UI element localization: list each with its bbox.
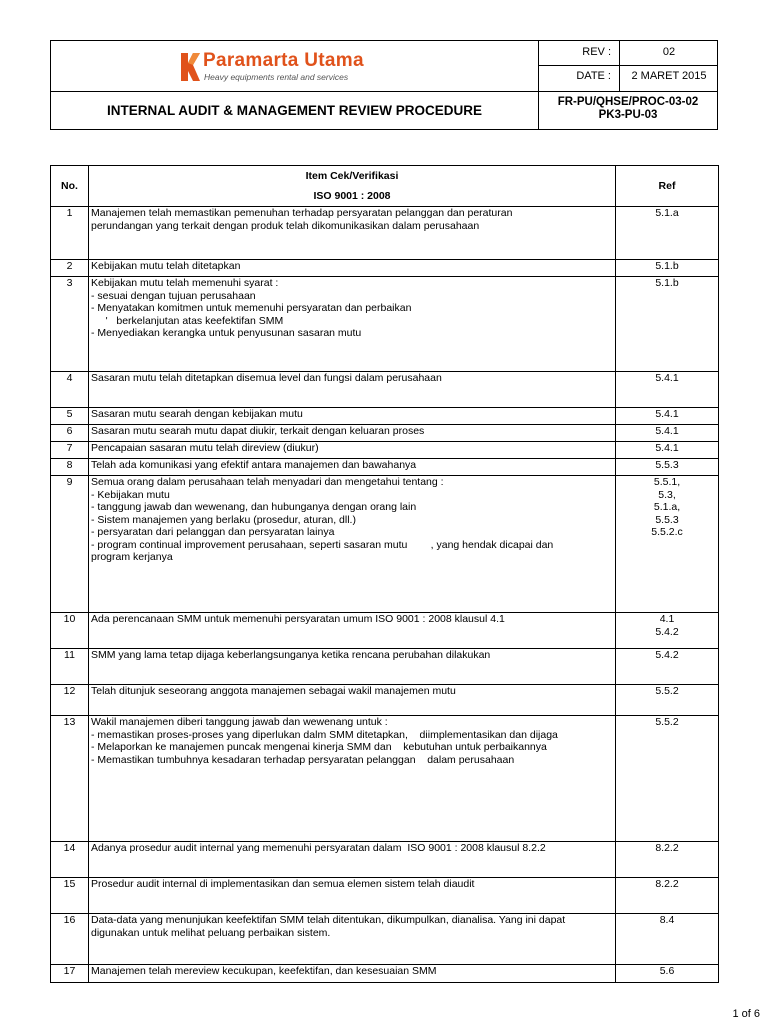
date-value: 2 MARET 2015 [631,70,707,82]
table-row [51,878,719,914]
column-header-ref: Ref [616,166,719,207]
table-row [51,260,719,277]
row-ref: 5.5.2 [616,716,719,842]
column-header-item-line1: Item Cek/Verifikasi [305,170,399,182]
row-number: 10 [51,613,89,649]
row-number: 1 [51,207,89,260]
table-row [51,459,719,476]
row-item: Wakil manajemen diberi tanggung jawab dan wewenang untuk : - memastikan proses-proses yang diperlukan dalm SMM ditetapkan, diimplementasikan dan dijaga - Melaporkan ke manajemen puncak mengenai kinerja SMM dan kebutuhan untuk perbaikannya - Memastikan tumbuhnya kesadaran terhadap persyaratan pelanggan dalam perusahaan [89,716,616,842]
row-number: 9 [51,476,89,613]
row-item: Prosedur audit internal di implementasikan dan semua elemen sistem telah diaudit [89,878,616,914]
column-header-item [89,166,616,207]
row-number: 17 [51,965,89,983]
table-row [51,965,719,983]
row-item: Sasaran mutu searah mutu dapat diukir, terkait dengan keluaran proses [89,425,616,442]
logo-tagline: Heavy equipments rental and services [204,72,349,82]
row-item: Sasaran mutu telah ditetapkan disemua level dan fungsi dalam perusahaan [89,372,616,408]
table-row [51,442,719,459]
row-number: 15 [51,878,89,914]
column-header-item-line2: ISO 9001 : 2008 [313,190,391,202]
table-row [51,476,719,613]
document-header [50,40,718,130]
row-number: 8 [51,459,89,476]
row-item: Kebijakan mutu telah ditetapkan [89,260,616,277]
row-ref: 5.4.1 [616,408,719,425]
row-number: 13 [51,716,89,842]
row-item: Kebijakan mutu telah memenuhi syarat : - sesuai dengan tujuan perusahaan - Menyatakan komitmen untuk memenuhi persyaratan dan perbaikan ' berkelanjutan atas keefektifan SMM - Menyediakan kerangka untuk penyusunan sasaran mutu [89,277,616,372]
row-item: Pencapaian sasaran mutu telah direview (diukur) [89,442,616,459]
date-label: DATE : [576,70,611,82]
row-item: Data-data yang menunjukan keefektifan SMM telah ditentukan, dikumpulkan, dianalisa. Yang ini dapat digunakan untuk melihat peluang perbaikan sistem. [89,914,616,965]
row-number: 11 [51,649,89,685]
table-row [51,842,719,878]
document-code [539,96,717,122]
row-ref: 5.5.3 [616,459,719,476]
page-number: 1 of 6 [732,1008,760,1020]
row-number: 14 [51,842,89,878]
table-row [51,277,719,372]
logo-company-name: Paramarta Utama [203,50,364,71]
divider [538,65,718,66]
row-item: Ada perencanaan SMM untuk memenuhi persyaratan umum ISO 9001 : 2008 klausul 4.1 [89,613,616,649]
table-row [51,685,719,716]
row-ref: 5.1.a [616,207,719,260]
row-ref: 5.4.2 [616,649,719,685]
table-header-row [51,166,719,207]
logo-mark-icon [179,51,201,83]
row-ref: 5.1.b [616,260,719,277]
row-ref: 8.2.2 [616,842,719,878]
table-row [51,914,719,965]
document-code-line1: FR-PU/QHSE/PROC-03-02 [557,96,699,108]
table-row [51,649,719,685]
company-logo [179,51,439,85]
row-ref: 5.5.1, 5.3, 5.1.a, 5.5.3 5.5.2.c [616,476,719,613]
row-ref: 5.6 [616,965,719,983]
table-row [51,425,719,442]
row-item: Telah ada komunikasi yang efektif antara manajemen dan bawahanya [89,459,616,476]
row-item: Sasaran mutu searah dengan kebijakan mutu [89,408,616,425]
document-code-line2: PK3-PU-03 [598,109,658,121]
table-row [51,408,719,425]
row-ref: 5.4.1 [616,425,719,442]
row-item: Adanya prosedur audit internal yang memenuhi persyaratan dalam ISO 9001 : 2008 klausul 8.2.2 [89,842,616,878]
table-row [51,613,719,649]
row-item: Manajemen telah mereview kecukupan, keefektifan, dan kesesuaian SMM [89,965,616,983]
row-number: 2 [51,260,89,277]
row-ref: 5.4.1 [616,372,719,408]
audit-checklist-table [50,165,719,983]
row-number: 12 [51,685,89,716]
row-number: 7 [51,442,89,459]
row-ref: 4.1 5.4.2 [616,613,719,649]
table-row [51,207,719,260]
row-number: 16 [51,914,89,965]
row-number: 6 [51,425,89,442]
document-title: INTERNAL AUDIT & MANAGEMENT REVIEW PROCEDURE [106,103,482,118]
column-header-no: No. [51,166,89,207]
row-number: 4 [51,372,89,408]
row-item: SMM yang lama tetap dijaga keberlangsunganya ketika rencana perubahan dilakukan [89,649,616,685]
row-item: Manajemen telah memastikan pemenuhan terhadap persyaratan pelanggan dan peraturan perundangan yang terkait dengan produk telah dikomunikasikan dalam perusahaan [89,207,616,260]
row-ref: 8.2.2 [616,878,719,914]
row-item: Telah ditunjuk seseorang anggota manajemen sebagai wakil manajemen mutu [89,685,616,716]
row-item: Semua orang dalam perusahaan telah menyadari dan mengetahui tentang : - Kebijakan mutu - tanggung jawab dan wewenang, dan hubunganya dengan orang lain - Sistem manajemen yang berlaku (prosedur, aturan, dll.) - persyaratan dari pelanggan dan persyaratan lainya - program continual improvement perusahaan, seperti sasaran mutu , yang hendak dicapai dan program kerjanya [89,476,616,613]
row-number: 3 [51,277,89,372]
rev-label: REV : [582,46,611,58]
row-ref: 5.1.b [616,277,719,372]
row-number: 5 [51,408,89,425]
row-ref: 5.5.2 [616,685,719,716]
table-row [51,372,719,408]
table-row [51,716,719,842]
rev-value: 02 [662,46,676,58]
row-ref: 5.4.1 [616,442,719,459]
row-ref: 8.4 [616,914,719,965]
